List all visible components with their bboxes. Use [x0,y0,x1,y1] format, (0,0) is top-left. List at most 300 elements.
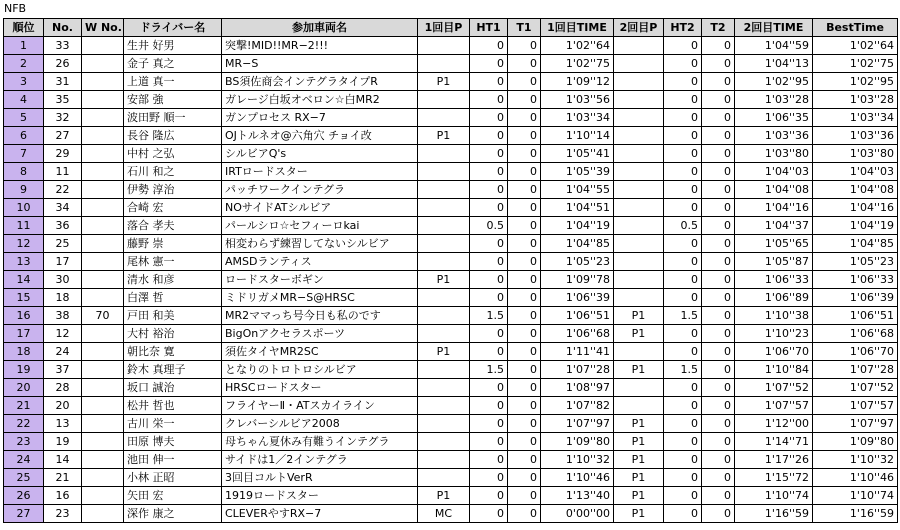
cell-rank: 20 [4,379,44,397]
cell-run1-penalty [418,379,470,397]
cell-run2-time: 1'04''08 [735,181,813,199]
cell-car-name: 相変わらず練習してないシルビア [222,235,418,253]
cell-run2-penalty [614,271,664,289]
cell-run2-penalty: P1 [614,415,664,433]
cell-car-number: 12 [44,325,82,343]
cell-run1-time: 1'04''85 [541,235,614,253]
cell-ht1: 0 [470,325,508,343]
cell-t1: 0 [508,181,541,199]
cell-w-number [82,469,124,487]
cell-rank: 2 [4,55,44,73]
cell-t2: 0 [702,91,735,109]
cell-ht2: 0 [664,37,702,55]
cell-best-time: 1'16''59 [813,505,898,523]
cell-car-name: クレバーシルビア2008 [222,415,418,433]
cell-run1-time: 1'04''19 [541,217,614,235]
cell-car-number: 21 [44,469,82,487]
cell-best-time: 1'04''16 [813,199,898,217]
cell-t1: 0 [508,451,541,469]
cell-run1-penalty [418,91,470,109]
cell-ht1: 0 [470,199,508,217]
cell-run1-penalty [418,397,470,415]
cell-driver-name: 矢田 宏 [124,487,222,505]
cell-car-name: 1919ロードスター [222,487,418,505]
cell-run2-time: 1'02''95 [735,73,813,91]
table-row [4,343,898,361]
cell-best-time: 1'05''23 [813,253,898,271]
cell-ht1: 0 [470,397,508,415]
cell-best-time: 1'03''36 [813,127,898,145]
column-header-w-number: W No. [82,19,124,37]
cell-car-number: 13 [44,415,82,433]
cell-car-name: BS須佐商会インテグラタイプR [222,73,418,91]
cell-run1-time: 1'09''80 [541,433,614,451]
cell-run2-penalty [614,397,664,415]
cell-driver-name: 古川 栄一 [124,415,222,433]
cell-run1-penalty [418,433,470,451]
cell-run1-time: 1'10''32 [541,451,614,469]
cell-t1: 0 [508,361,541,379]
cell-run2-penalty [614,109,664,127]
cell-w-number [82,73,124,91]
cell-car-number: 31 [44,73,82,91]
cell-run1-time: 1'06''51 [541,307,614,325]
cell-run1-penalty [418,361,470,379]
cell-w-number [82,325,124,343]
cell-t1: 0 [508,379,541,397]
cell-run1-penalty [418,235,470,253]
cell-run2-time: 1'06''70 [735,343,813,361]
cell-w-number [82,433,124,451]
cell-car-number: 30 [44,271,82,289]
cell-best-time: 1'04''85 [813,235,898,253]
table-row [4,217,898,235]
cell-ht2: 0 [664,91,702,109]
cell-car-number: 23 [44,505,82,523]
cell-ht2: 0 [664,163,702,181]
cell-run1-time: 1'02''75 [541,55,614,73]
cell-w-number [82,379,124,397]
cell-run1-penalty [418,325,470,343]
cell-run1-time: 1'07''82 [541,397,614,415]
cell-rank: 27 [4,505,44,523]
cell-best-time: 1'06''68 [813,325,898,343]
cell-car-name: サイドは1／2インテグラ [222,451,418,469]
cell-t2: 0 [702,343,735,361]
cell-car-name: OJトルネオ@六角穴 チョイ改 [222,127,418,145]
cell-ht2: 0 [664,433,702,451]
cell-run1-time: 1'03''34 [541,109,614,127]
cell-w-number [82,289,124,307]
cell-run1-penalty: P1 [418,343,470,361]
cell-run2-time: 1'04''16 [735,199,813,217]
cell-w-number [82,451,124,469]
cell-t1: 0 [508,397,541,415]
column-header-run1-penalty: 1回目P [418,19,470,37]
cell-driver-name: 合崎 宏 [124,199,222,217]
cell-ht2: 0 [664,73,702,91]
cell-t2: 0 [702,325,735,343]
cell-car-name: ガレージ白坂オベロン☆白MR2 [222,91,418,109]
cell-run2-penalty [614,127,664,145]
cell-run1-penalty [418,145,470,163]
table-row [4,379,898,397]
cell-run2-time: 1'03''28 [735,91,813,109]
cell-run1-penalty: MC [418,505,470,523]
cell-ht2: 0 [664,415,702,433]
cell-driver-name: 安部 強 [124,91,222,109]
cell-car-number: 16 [44,487,82,505]
cell-w-number [82,361,124,379]
cell-ht1: 1.5 [470,307,508,325]
cell-run2-penalty [614,235,664,253]
cell-best-time: 1'07''97 [813,415,898,433]
cell-run2-penalty [614,253,664,271]
cell-run1-time: 1'05''39 [541,163,614,181]
cell-car-number: 33 [44,37,82,55]
cell-ht1: 0 [470,253,508,271]
column-header-run1-time: 1回目TIME [541,19,614,37]
cell-run2-time: 1'12''00 [735,415,813,433]
header-row [4,19,898,37]
cell-car-name: 須佐タイヤMR2SC [222,343,418,361]
cell-run2-time: 1'04''59 [735,37,813,55]
cell-w-number [82,415,124,433]
table-row [4,487,898,505]
cell-best-time: 1'02''64 [813,37,898,55]
cell-driver-name: 朝比奈 寛 [124,343,222,361]
cell-car-number: 24 [44,343,82,361]
cell-t1: 0 [508,487,541,505]
cell-rank: 7 [4,145,44,163]
cell-car-name: MR−S [222,55,418,73]
cell-t2: 0 [702,181,735,199]
cell-run2-penalty: P1 [614,433,664,451]
cell-rank: 5 [4,109,44,127]
cell-t2: 0 [702,109,735,127]
cell-w-number [82,487,124,505]
cell-t1: 0 [508,37,541,55]
cell-run2-penalty [614,163,664,181]
cell-ht2: 0.5 [664,217,702,235]
cell-ht1: 0 [470,271,508,289]
cell-rank: 8 [4,163,44,181]
cell-ht2: 1.5 [664,307,702,325]
cell-t1: 0 [508,55,541,73]
cell-run1-penalty [418,37,470,55]
cell-rank: 15 [4,289,44,307]
cell-ht1: 0 [470,289,508,307]
cell-run1-penalty [418,217,470,235]
cell-run1-time: 1'08''97 [541,379,614,397]
cell-ht1: 0 [470,163,508,181]
cell-rank: 22 [4,415,44,433]
cell-run1-time: 0'00''00 [541,505,614,523]
cell-ht1: 0 [470,469,508,487]
cell-driver-name: 藤野 崇 [124,235,222,253]
table-row [4,397,898,415]
cell-rank: 10 [4,199,44,217]
cell-t1: 0 [508,217,541,235]
cell-run1-penalty [418,307,470,325]
cell-t2: 0 [702,73,735,91]
cell-car-name: 母ちゃん夏休み有難うインテグラ [222,433,418,451]
cell-run1-penalty [418,109,470,127]
cell-ht2: 0 [664,289,702,307]
cell-car-name: NOサイドATシルビア [222,199,418,217]
cell-run1-penalty: P1 [418,271,470,289]
cell-run2-time: 1'06''35 [735,109,813,127]
cell-w-number [82,217,124,235]
cell-driver-name: 松井 哲也 [124,397,222,415]
table-body [4,37,898,523]
cell-car-number: 36 [44,217,82,235]
cell-run2-time: 1'06''89 [735,289,813,307]
cell-driver-name: 戸田 和美 [124,307,222,325]
cell-run2-time: 1'03''80 [735,145,813,163]
cell-t2: 0 [702,469,735,487]
cell-rank: 9 [4,181,44,199]
cell-ht2: 0 [664,109,702,127]
cell-ht2: 0 [664,55,702,73]
cell-run2-time: 1'10''84 [735,361,813,379]
cell-rank: 6 [4,127,44,145]
cell-best-time: 1'03''34 [813,109,898,127]
cell-run2-time: 1'04''13 [735,55,813,73]
cell-t1: 0 [508,199,541,217]
cell-best-time: 1'03''28 [813,91,898,109]
cell-ht2: 0 [664,397,702,415]
cell-ht1: 0 [470,145,508,163]
table-row [4,415,898,433]
cell-w-number [82,271,124,289]
cell-car-number: 25 [44,235,82,253]
cell-run2-time: 1'10''23 [735,325,813,343]
cell-t2: 0 [702,271,735,289]
cell-best-time: 1'02''75 [813,55,898,73]
cell-t2: 0 [702,253,735,271]
cell-run1-penalty: P1 [418,487,470,505]
column-header-car-name: 参加車両名 [222,19,418,37]
cell-ht2: 0 [664,451,702,469]
cell-rank: 4 [4,91,44,109]
cell-w-number [82,109,124,127]
cell-car-number: 11 [44,163,82,181]
column-header-best-time: BestTime [813,19,898,37]
cell-rank: 19 [4,361,44,379]
cell-t2: 0 [702,505,735,523]
cell-w-number [82,145,124,163]
cell-best-time: 1'06''33 [813,271,898,289]
cell-t1: 0 [508,163,541,181]
cell-run1-time: 1'07''28 [541,361,614,379]
cell-car-number: 28 [44,379,82,397]
cell-driver-name: 長谷 隆広 [124,127,222,145]
cell-t1: 0 [508,469,541,487]
cell-car-number: 19 [44,433,82,451]
column-header-t1: T1 [508,19,541,37]
cell-driver-name: 鈴木 真理子 [124,361,222,379]
table-row [4,199,898,217]
cell-run1-penalty: P1 [418,127,470,145]
cell-rank: 26 [4,487,44,505]
cell-run2-penalty: P1 [614,307,664,325]
cell-best-time: 1'07''52 [813,379,898,397]
cell-t1: 0 [508,145,541,163]
cell-ht1: 0 [470,415,508,433]
column-header-t2: T2 [702,19,735,37]
column-header-ht1: HT1 [470,19,508,37]
cell-ht2: 0 [664,127,702,145]
cell-best-time: 1'06''39 [813,289,898,307]
cell-car-name: ガンプロセス RX−7 [222,109,418,127]
cell-ht2: 0 [664,325,702,343]
cell-run2-penalty [614,37,664,55]
cell-t1: 0 [508,109,541,127]
cell-car-number: 32 [44,109,82,127]
cell-rank: 14 [4,271,44,289]
cell-t2: 0 [702,379,735,397]
table-row [4,253,898,271]
column-header-car-number: No. [44,19,82,37]
cell-run2-time: 1'10''74 [735,487,813,505]
cell-w-number [82,127,124,145]
cell-t2: 0 [702,307,735,325]
cell-rank: 11 [4,217,44,235]
cell-driver-name: 尾林 憲一 [124,253,222,271]
cell-run2-time: 1'05''65 [735,235,813,253]
cell-best-time: 1'06''70 [813,343,898,361]
cell-car-number: 37 [44,361,82,379]
table-row [4,307,898,325]
cell-t1: 0 [508,91,541,109]
cell-run2-time: 1'10''38 [735,307,813,325]
cell-w-number: 70 [82,307,124,325]
table-row [4,55,898,73]
cell-w-number [82,235,124,253]
table-row [4,91,898,109]
cell-ht2: 0 [664,487,702,505]
table-row [4,505,898,523]
cell-t1: 0 [508,433,541,451]
cell-driver-name: 大村 裕治 [124,325,222,343]
cell-best-time: 1'02''95 [813,73,898,91]
cell-ht1: 0 [470,37,508,55]
cell-car-name: パールシロ☆セフィーロkai [222,217,418,235]
cell-run1-penalty [418,253,470,271]
cell-run2-time: 1'04''37 [735,217,813,235]
cell-w-number [82,163,124,181]
cell-driver-name: 深作 康之 [124,505,222,523]
table-row [4,433,898,451]
cell-car-number: 20 [44,397,82,415]
cell-rank: 16 [4,307,44,325]
cell-run2-penalty [614,73,664,91]
cell-ht1: 0 [470,451,508,469]
cell-run2-penalty: P1 [614,451,664,469]
cell-car-number: 38 [44,307,82,325]
cell-best-time: 1'09''80 [813,433,898,451]
cell-best-time: 1'04''08 [813,181,898,199]
cell-driver-name: 金子 真之 [124,55,222,73]
cell-best-time: 1'03''80 [813,145,898,163]
cell-car-name: IRTロードスター [222,163,418,181]
cell-car-number: 26 [44,55,82,73]
cell-run2-time: 1'15''72 [735,469,813,487]
cell-driver-name: 清水 和彦 [124,271,222,289]
cell-t1: 0 [508,343,541,361]
cell-w-number [82,343,124,361]
cell-best-time: 1'10''46 [813,469,898,487]
cell-t1: 0 [508,127,541,145]
cell-ht2: 0 [664,253,702,271]
table-row [4,109,898,127]
cell-car-number: 18 [44,289,82,307]
cell-car-name: ミドリガメMR−S@HRSC [222,289,418,307]
table-row [4,127,898,145]
cell-run2-penalty: P1 [614,487,664,505]
cell-run1-penalty [418,181,470,199]
cell-t2: 0 [702,289,735,307]
cell-t1: 0 [508,505,541,523]
cell-car-number: 34 [44,199,82,217]
cell-ht2: 0 [664,145,702,163]
cell-run1-penalty [418,163,470,181]
cell-ht1: 0 [470,73,508,91]
cell-w-number [82,37,124,55]
table-row [4,325,898,343]
cell-car-name: パッチワークインテグラ [222,181,418,199]
cell-rank: 3 [4,73,44,91]
cell-run1-time: 1'10''14 [541,127,614,145]
column-header-ht2: HT2 [664,19,702,37]
cell-car-number: 14 [44,451,82,469]
cell-car-name: MR2ママっち号今日も私のです [222,307,418,325]
cell-t1: 0 [508,73,541,91]
cell-run1-time: 1'06''68 [541,325,614,343]
cell-w-number [82,505,124,523]
cell-best-time: 1'04''03 [813,163,898,181]
cell-run1-time: 1'03''56 [541,91,614,109]
table-caption: NFB [4,2,27,15]
cell-t2: 0 [702,415,735,433]
cell-best-time: 1'06''51 [813,307,898,325]
cell-car-name: CLEVERやすRX−7 [222,505,418,523]
cell-run1-time: 1'04''51 [541,199,614,217]
cell-t1: 0 [508,271,541,289]
cell-run2-penalty: P1 [614,361,664,379]
cell-ht2: 0 [664,469,702,487]
cell-ht1: 0 [470,433,508,451]
cell-ht1: 0 [470,91,508,109]
table-row [4,145,898,163]
cell-ht2: 0 [664,379,702,397]
cell-driver-name: 田原 博夫 [124,433,222,451]
table-row [4,469,898,487]
cell-t2: 0 [702,199,735,217]
cell-ht1: 0 [470,127,508,145]
cell-run2-time: 1'17''26 [735,451,813,469]
table-row [4,73,898,91]
table-row [4,163,898,181]
cell-w-number [82,397,124,415]
cell-w-number [82,253,124,271]
cell-best-time: 1'07''57 [813,397,898,415]
cell-run2-time: 1'16''59 [735,505,813,523]
cell-run2-time: 1'07''57 [735,397,813,415]
cell-run2-penalty [614,181,664,199]
cell-t1: 0 [508,325,541,343]
